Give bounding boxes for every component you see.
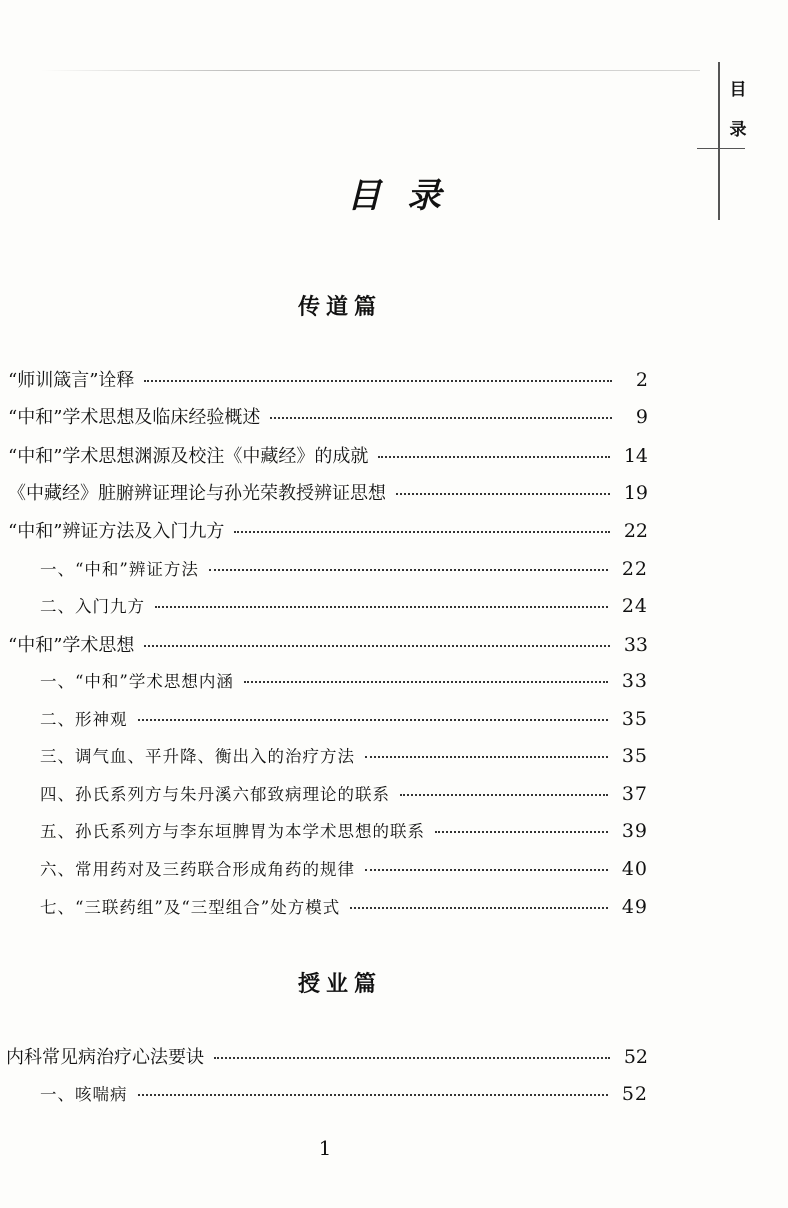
toc-entry-title: 《中藏经》脏腑辨证理论与孙光荣教授辨证思想 xyxy=(8,483,386,504)
toc-entry-title: 一、“中和”学术思想内涵 xyxy=(40,672,234,691)
toc-subentry[interactable] xyxy=(40,856,648,888)
toc-subentry[interactable] xyxy=(40,593,648,625)
toc-entry-title: 一、咳喘病 xyxy=(40,1085,128,1104)
toc-entry-page: 40 xyxy=(621,858,648,880)
toc-entry-page: 24 xyxy=(621,595,648,617)
toc-leader xyxy=(396,492,610,495)
toc-entry[interactable] xyxy=(8,403,648,435)
toc-entry-page: 39 xyxy=(621,820,648,842)
toc-subentry[interactable] xyxy=(40,743,648,775)
toc-subentry[interactable] xyxy=(40,556,648,588)
toc-leader xyxy=(138,1093,608,1096)
toc-subentry[interactable] xyxy=(40,668,648,700)
toc-entry-title: “师训箴言”诠释 xyxy=(8,370,135,391)
toc-entry-page: 2 xyxy=(635,369,648,391)
toc-leader xyxy=(144,379,612,382)
toc-entry-page: 52 xyxy=(623,1046,648,1068)
toc-subentry[interactable] xyxy=(40,818,648,850)
toc-entry[interactable] xyxy=(8,442,648,474)
toc-leader xyxy=(435,830,608,833)
toc-entry-page: 19 xyxy=(623,482,648,504)
toc-leader xyxy=(365,868,608,871)
toc-entry-title: “中和”学术思想渊源及校注《中藏经》的成就 xyxy=(8,446,369,467)
toc-entry[interactable] xyxy=(8,631,648,663)
toc-leader xyxy=(365,755,608,758)
toc-entry-page: 49 xyxy=(621,896,648,918)
top-rule xyxy=(40,70,700,71)
toc-entry-title: 五、孙氏系列方与李东垣脾胃为本学术思想的联系 xyxy=(40,822,425,841)
toc-entry-title: 内科常见病治疗心法要诀 xyxy=(6,1047,204,1068)
toc-entry-page: 22 xyxy=(621,558,648,580)
toc-entry-page: 9 xyxy=(635,406,648,428)
toc-entry-title: 一、“中和”辨证方法 xyxy=(40,560,199,579)
toc-entry-page: 14 xyxy=(623,445,648,467)
toc-entry-page: 22 xyxy=(623,520,648,542)
toc-entry-page: 52 xyxy=(621,1083,648,1105)
toc-entry-title: “中和”学术思想 xyxy=(8,635,135,656)
toc-leader xyxy=(144,644,609,647)
toc-leader xyxy=(244,680,608,683)
toc-entry-page: 33 xyxy=(621,670,648,692)
toc-entry-title: 七、“三联药组”及“三型组合”处方模式 xyxy=(40,898,341,917)
toc-leader xyxy=(155,605,608,608)
toc-entry[interactable] xyxy=(8,479,648,511)
section-heading-chuandao: 传道篇 xyxy=(297,294,382,320)
toc-leader xyxy=(234,530,609,533)
toc-leader xyxy=(270,416,612,419)
toc-entry-page: 35 xyxy=(621,708,648,730)
toc-leader xyxy=(350,906,608,909)
toc-entry-title: 四、孙氏系列方与朱丹溪六郁致病理论的联系 xyxy=(40,785,390,804)
side-tab-label xyxy=(728,70,748,150)
toc-subentry[interactable] xyxy=(40,781,648,813)
section-heading-shouye: 授业篇 xyxy=(297,971,382,997)
toc-entry-title: 三、调气血、平升降、衡出入的治疗方法 xyxy=(40,747,355,766)
toc-subentry[interactable] xyxy=(40,894,648,926)
toc-leader xyxy=(138,718,608,721)
toc-leader xyxy=(378,455,609,458)
toc-leader xyxy=(214,1056,610,1059)
toc-entry[interactable] xyxy=(8,366,648,398)
toc-entry[interactable] xyxy=(6,1043,648,1075)
toc-entry-title: “中和”学术思想及临床经验概述 xyxy=(8,407,261,428)
toc-entry-title: 二、入门九方 xyxy=(40,597,145,616)
toc-entry-title: “中和”辨证方法及入门九方 xyxy=(8,521,225,542)
toc-entry-page: 33 xyxy=(623,634,648,656)
toc-entry-page: 35 xyxy=(621,745,648,767)
toc-leader xyxy=(400,793,608,796)
page-number: 1 xyxy=(318,1136,332,1160)
side-tab-char-1: 目 xyxy=(729,80,747,100)
toc-entry-title: 二、形神观 xyxy=(40,710,128,729)
toc-entry[interactable] xyxy=(8,517,648,549)
page-title: 目录 xyxy=(347,176,467,216)
toc-entry-page: 37 xyxy=(621,783,648,805)
toc-subentry[interactable] xyxy=(40,1081,648,1113)
toc-subentry[interactable] xyxy=(40,706,648,738)
toc-leader xyxy=(209,568,608,571)
toc-entry-title: 六、常用药对及三药联合形成角药的规律 xyxy=(40,860,355,879)
side-tab-char-2: 录 xyxy=(729,120,747,140)
